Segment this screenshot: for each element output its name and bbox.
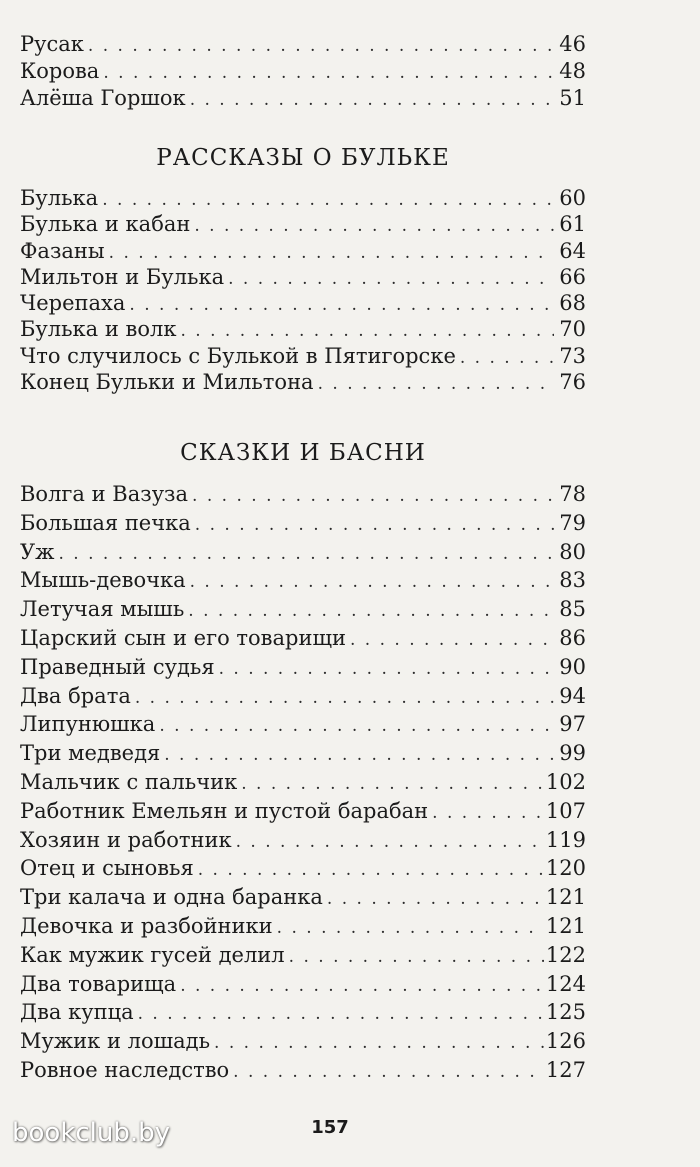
toc-entry-title: Булька <box>20 186 99 210</box>
toc-leader-dots <box>129 297 554 314</box>
toc-leader-dots <box>192 488 554 505</box>
toc-entry-page: 83 <box>559 568 586 593</box>
toc-entry-title: Алёша Горшок <box>20 86 186 110</box>
toc-entry <box>20 913 586 945</box>
toc-entry-title: Булька и волк <box>20 317 177 342</box>
toc-entry <box>20 539 586 571</box>
toc-leader-dots <box>138 1006 544 1023</box>
toc-entry <box>20 510 586 542</box>
section-heading-tales: СКАЗКИ И БАСНИ <box>180 440 426 466</box>
toc-entry-title: Уж <box>20 539 55 564</box>
toc-entry-page: 70 <box>559 317 586 342</box>
toc-leader-dots <box>350 632 554 649</box>
toc-entry-page: 122 <box>545 942 586 967</box>
toc-entry-page: 97 <box>559 712 586 737</box>
toc-entry <box>20 1002 586 1031</box>
toc-entry <box>20 654 586 686</box>
toc-entry-title: Отец и сыновья <box>20 856 194 881</box>
toc-entry-title: Два товарища <box>20 971 177 996</box>
toc-entry-page: 94 <box>559 683 586 708</box>
toc-entry <box>20 887 586 916</box>
toc-entry <box>20 570 586 599</box>
toc-list-continued <box>20 34 586 115</box>
toc-entry-title: Три калача и одна баранка <box>20 885 323 910</box>
toc-entry-page: 46 <box>559 32 586 56</box>
toc-entry <box>20 264 586 293</box>
toc-entry-page: 76 <box>559 370 586 395</box>
toc-entry-page: 68 <box>559 291 586 316</box>
toc-entry-page: 51 <box>559 86 586 110</box>
toc-entry <box>20 599 586 628</box>
toc-entry-page: 64 <box>559 238 586 263</box>
toc-entry-page: 99 <box>559 741 586 766</box>
toc-leader-dots <box>194 218 554 235</box>
toc-entry-title: Два брата <box>20 683 131 708</box>
toc-leader-dots <box>135 690 554 707</box>
toc-leader-dots <box>198 862 544 879</box>
toc-entry <box>20 1031 586 1060</box>
toc-leader-dots <box>190 574 554 591</box>
toc-entry-page: 80 <box>559 539 586 564</box>
toc-leader-dots <box>277 920 544 937</box>
toc-leader-dots <box>460 350 554 367</box>
toc-leader-dots <box>88 38 554 55</box>
toc-entry-title: Булька и кабан <box>20 212 191 237</box>
toc-leader-dots <box>214 1035 544 1052</box>
toc-entry-title: Русак <box>20 32 84 56</box>
toc-leader-dots <box>109 245 554 262</box>
toc-entry-page: 120 <box>545 856 586 881</box>
toc-entry-title: Мильтон и Булька <box>20 264 225 289</box>
toc-entry-title: Работник Емельян и пустой барабан <box>20 798 429 823</box>
toc-entry-page: 119 <box>545 827 586 852</box>
toc-entry-page: 107 <box>545 798 586 823</box>
toc-leader-dots <box>432 805 544 822</box>
toc-entry <box>20 319 586 345</box>
toc-entry-title: Корова <box>20 59 100 83</box>
toc-entry-page: 86 <box>559 625 586 650</box>
toc-entry <box>20 858 586 887</box>
toc-entry-page: 126 <box>545 1029 586 1054</box>
toc-entry-title: Волга и Вазуза <box>20 482 189 506</box>
toc-entry-title: Мальчик с пальчик <box>20 769 238 794</box>
toc-leader-dots <box>190 92 554 109</box>
toc-entry-title: Царский сын и его товарищи <box>20 625 346 650</box>
toc-entry <box>20 683 586 715</box>
toc-entry-page: 125 <box>545 1000 586 1025</box>
toc-entry-page: 66 <box>559 264 586 289</box>
toc-entry-page: 79 <box>559 510 586 535</box>
toc-entry-title: Конец Бульки и Мильтона <box>20 370 314 395</box>
toc-entry-title: Три медведя <box>20 741 161 766</box>
toc-entry-page: 102 <box>545 769 586 794</box>
toc-entry-title: Как мужик гусей делил <box>20 942 285 967</box>
page-number: 157 <box>311 1117 349 1138</box>
toc-entry-page: 85 <box>559 597 586 622</box>
toc-list-bulka <box>20 188 586 398</box>
toc-entry-page: 90 <box>559 654 586 679</box>
toc-entry-title: Два купца <box>20 1000 134 1025</box>
toc-leader-dots <box>233 1064 544 1081</box>
toc-entry-title: Хозяин и работник <box>20 827 232 852</box>
toc-entry-page: 121 <box>545 885 586 910</box>
toc-entry-page: 48 <box>559 59 586 83</box>
toc-entry <box>20 827 586 859</box>
toc-leader-dots <box>102 192 554 209</box>
toc-entry <box>20 484 586 513</box>
toc-entry <box>20 61 586 88</box>
toc-entry <box>20 743 586 772</box>
toc-leader-dots <box>219 661 554 678</box>
toc-entry <box>20 714 586 743</box>
toc-entry <box>20 798 586 830</box>
toc-entry <box>20 942 586 974</box>
toc-entry <box>20 343 586 372</box>
section-heading-bulka: РАССКАЗЫ О БУЛЬКЕ <box>156 145 450 171</box>
toc-entry-title: Мужик и лошадь <box>20 1029 211 1054</box>
toc-leader-dots <box>289 949 544 966</box>
toc-entry <box>20 372 586 398</box>
toc-entry-title: Большая печка <box>20 510 191 535</box>
toc-entry <box>20 188 586 214</box>
toc-list-tales <box>20 484 586 1089</box>
toc-leader-dots <box>241 776 544 793</box>
toc-entry-page: 121 <box>545 913 586 938</box>
toc-leader-dots <box>159 718 554 735</box>
toc-leader-dots <box>164 747 554 764</box>
toc-entry <box>20 34 586 61</box>
toc-entry-page: 73 <box>559 343 586 368</box>
toc-entry <box>20 214 586 240</box>
toc-leader-dots <box>180 978 544 995</box>
toc-entry-title: Летучая мышь <box>20 597 185 622</box>
toc-entry <box>20 293 586 319</box>
toc-entry <box>20 238 586 267</box>
toc-entry <box>20 971 586 1003</box>
toc-entry-page: 78 <box>559 482 586 506</box>
toc-entry-title: Фазаны <box>20 238 105 263</box>
toc-entry-title: Мышь-девочка <box>20 568 186 593</box>
toc-entry-page: 124 <box>545 971 586 996</box>
toc-leader-dots <box>188 603 554 620</box>
toc-entry-page: 60 <box>559 186 586 210</box>
toc-entry-title: Девочка и разбойники <box>20 913 273 938</box>
toc-entry <box>20 88 586 115</box>
toc-leader-dots <box>195 517 554 534</box>
toc-leader-dots <box>103 65 554 82</box>
toc-entry-page: 127 <box>545 1057 586 1082</box>
toc-leader-dots <box>236 834 544 851</box>
toc-leader-dots <box>318 376 554 393</box>
toc-entry-title: Липунюшка <box>20 712 156 737</box>
toc-entry-title: Ровное наследство <box>20 1057 230 1082</box>
toc-leader-dots <box>181 323 555 340</box>
toc-entry-title: Что случилось с Булькой в Пятигорске <box>20 343 456 368</box>
toc-entry-title: Праведный судья <box>20 654 215 679</box>
toc-entry <box>20 625 586 657</box>
toc-leader-dots <box>327 891 544 908</box>
toc-entry <box>20 1057 586 1089</box>
toc-leader-dots <box>228 271 554 288</box>
toc-leader-dots <box>59 546 555 563</box>
toc-entry <box>20 769 586 801</box>
toc-entry-page: 61 <box>559 212 586 237</box>
toc-entry-title: Черепаха <box>20 291 126 316</box>
watermark: bookclub.by <box>12 1118 171 1148</box>
